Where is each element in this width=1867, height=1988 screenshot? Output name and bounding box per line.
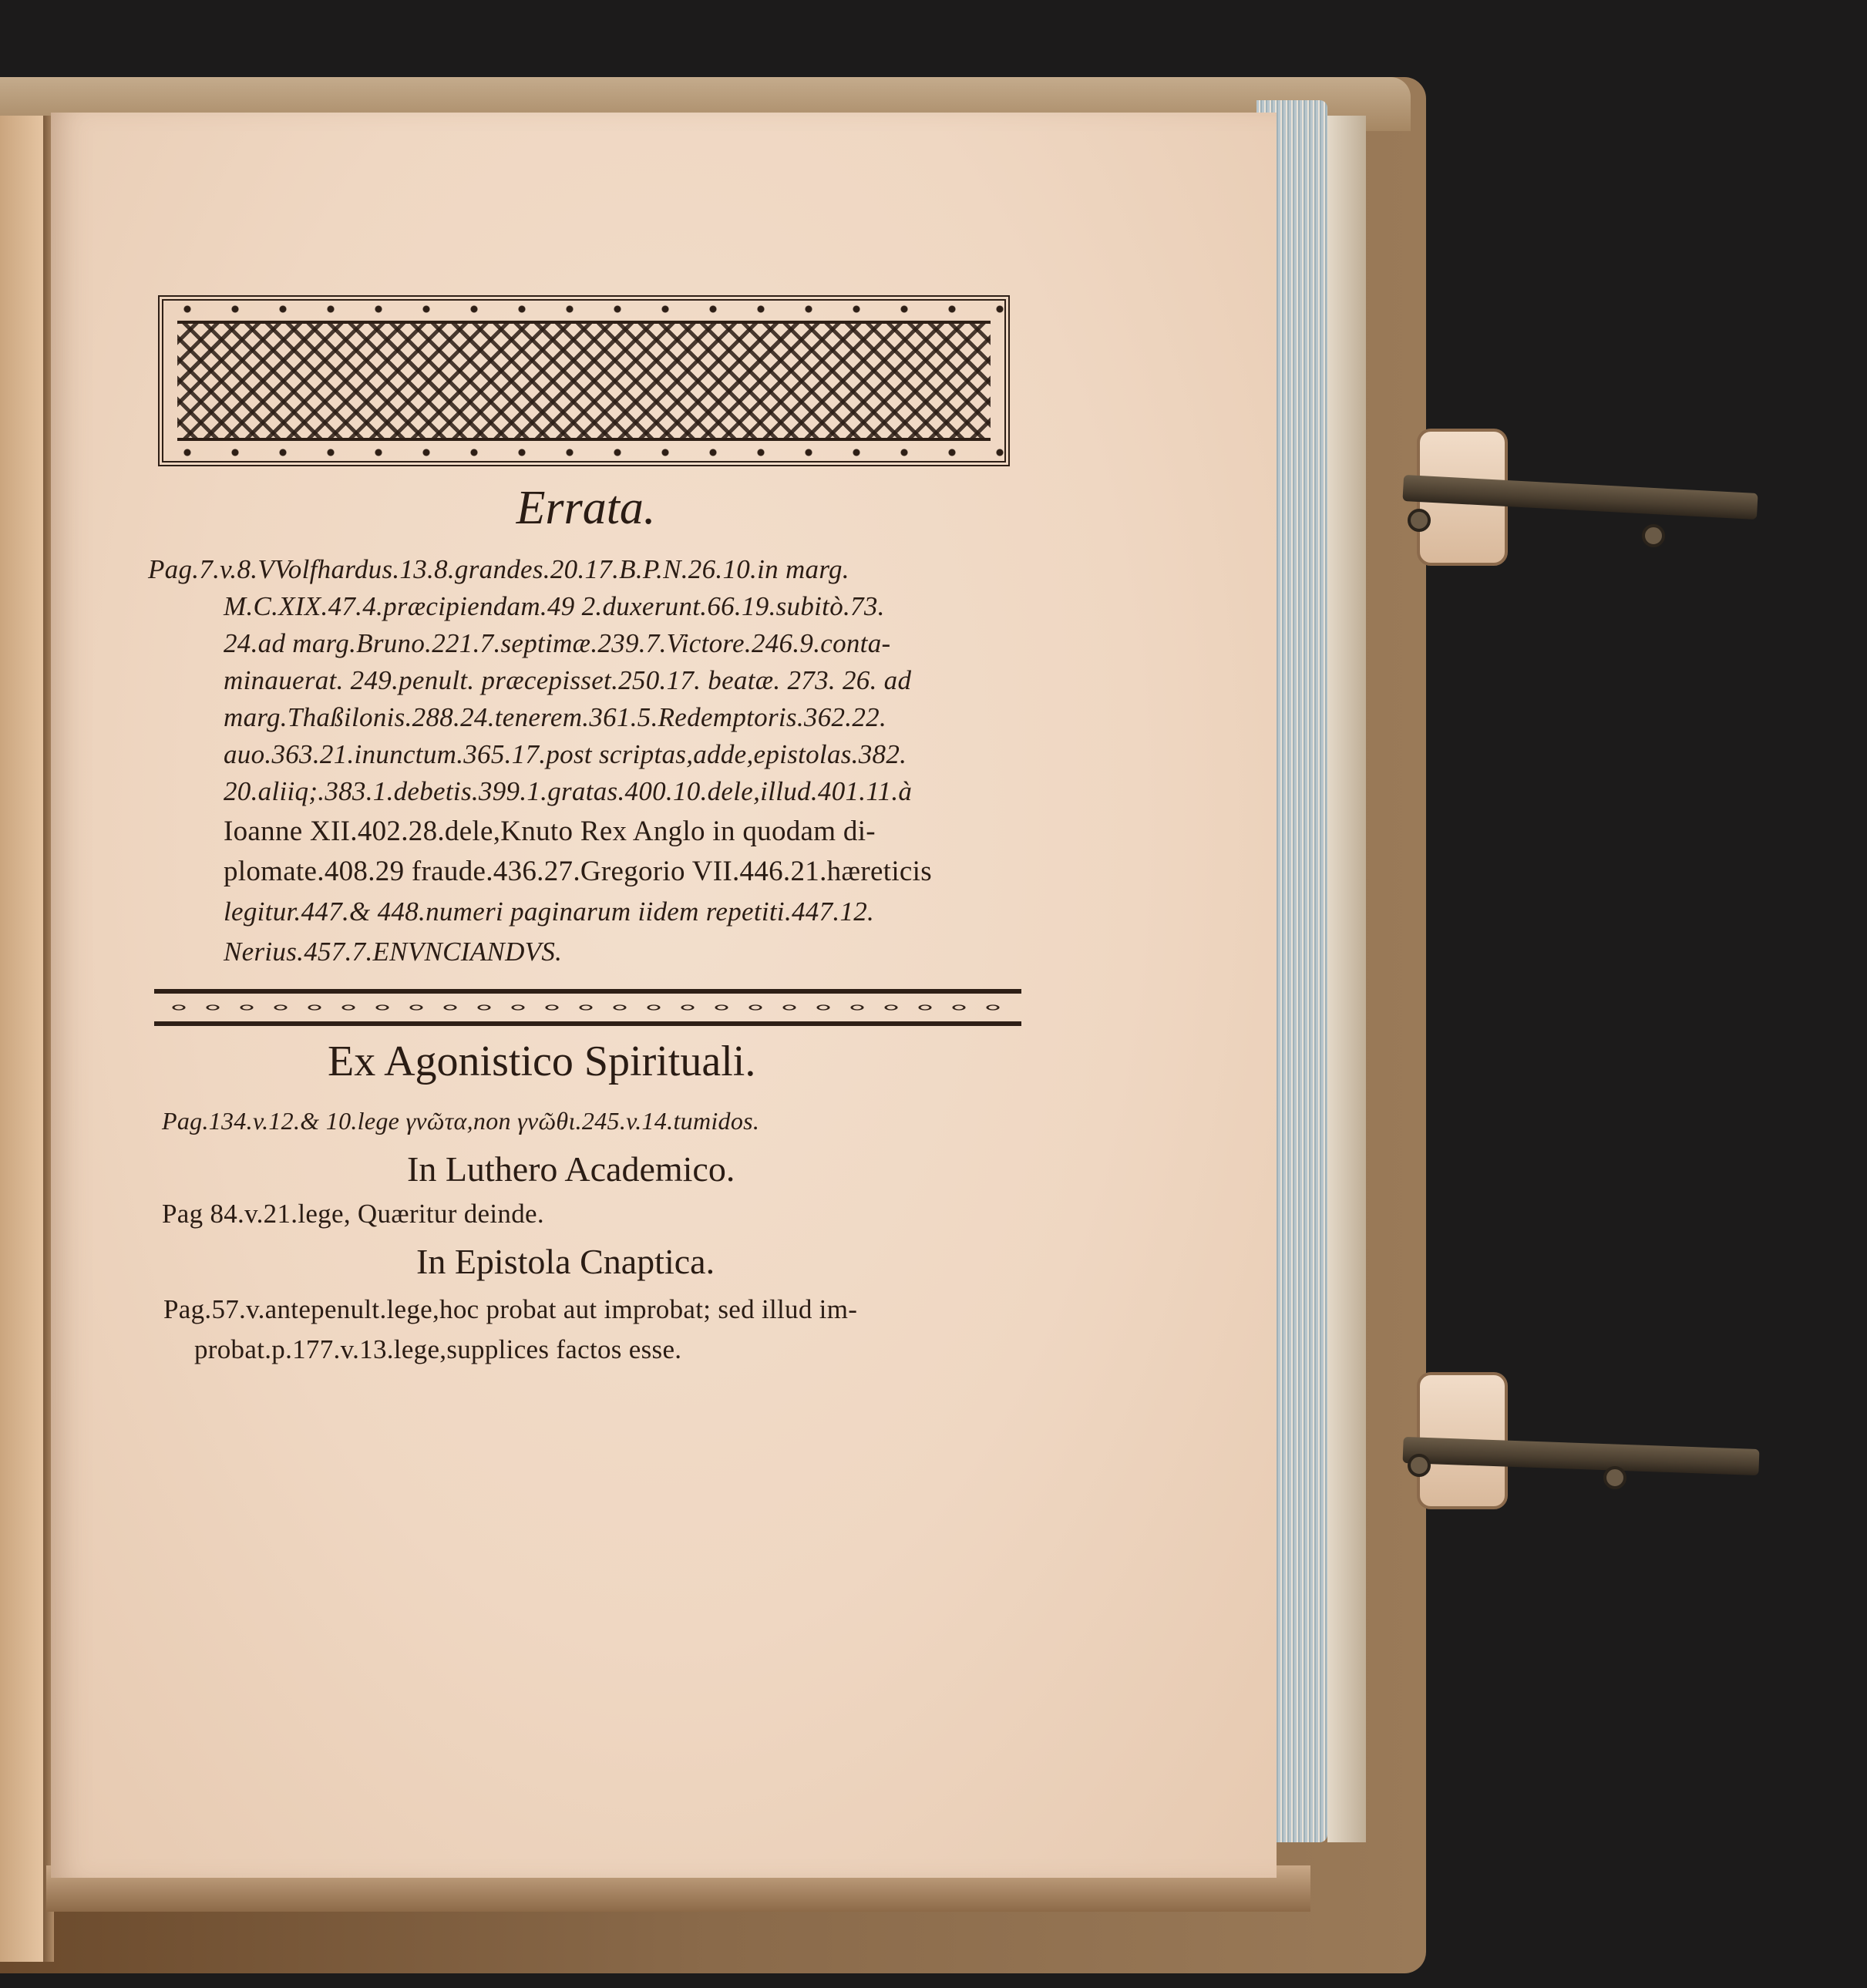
upper-clasp-rivet	[1408, 509, 1431, 532]
section-agonistico-line: Pag.134.v.12.& 10.lege γνῶτα,non γνῶθι.245.v.14.tumidos.	[162, 1107, 760, 1135]
ornament-lattice	[177, 321, 991, 441]
section-luthero-line: Pag 84.v.21.lege, Quæritur deinde.	[162, 1199, 544, 1229]
lower-clasp-ring	[1603, 1466, 1626, 1489]
section-title-cnaptica: In Epistola Cnaptica.	[416, 1242, 715, 1281]
errata-line: 24.ad marg.Bruno.221.7.septimæ.239.7.Victore.246.9.conta-	[224, 628, 891, 658]
lower-clasp-rivet	[1408, 1454, 1431, 1477]
left-page-sliver	[0, 116, 48, 1962]
errata-line: Nerius.457.7.ENVNCIANDVS.	[224, 937, 563, 967]
errata-line: plomate.408.29 fraude.436.27.Gregorio VII.446.21.hæreticis	[224, 856, 932, 887]
decorative-rule	[154, 989, 1021, 1026]
ornament-dot-row-bottom	[163, 447, 1004, 458]
ornament-dot-row-top	[163, 304, 1004, 315]
errata-line: marg.Thaßilonis.288.24.tenerem.361.5.Redemptoris.362.22.	[224, 702, 886, 732]
errata-line: 20.aliiq;.383.1.debetis.399.1.gratas.400.10.dele,illud.401.11.à	[224, 776, 913, 806]
section-cnaptica-line: Pag.57.v.antepenult.lege,hoc probat aut improbat; sed illud im-	[163, 1294, 858, 1324]
errata-line: auo.363.21.inunctum.365.17.post scriptas,adde,epistolas.382.	[224, 739, 907, 769]
errata-line: Pag.7.v.8.VVolfhardus.13.8.grandes.20.17.B.P.N.26.10.in marg.	[148, 554, 849, 584]
errata-line: M.C.XIX.47.4.præcipiendam.49 2.duxerunt.66.19.subitò.73.	[224, 591, 885, 621]
errata-line: minauerat. 249.penult. præcepisset.250.17. beatæ. 273. 26. ad	[224, 665, 912, 695]
errata-line: Ioanne XII.402.28.dele,Knuto Rex Anglo in quodam di-	[224, 816, 876, 847]
upper-clasp-ring	[1642, 524, 1665, 547]
fore-edge-board	[1327, 116, 1366, 1842]
errata-line: legitur.447.& 448.numeri paginarum iidem repetiti.447.12.	[224, 896, 875, 927]
section-title-luthero: In Luthero Academico.	[407, 1149, 735, 1189]
section-cnaptica-line: probat.p.177.v.13.lege,supplices factos esse.	[194, 1334, 682, 1364]
headpiece-ornament	[158, 295, 1010, 466]
errata-heading: Errata.	[516, 482, 656, 534]
section-title-agonistico: Ex Agonistico Spirituali.	[328, 1038, 756, 1085]
